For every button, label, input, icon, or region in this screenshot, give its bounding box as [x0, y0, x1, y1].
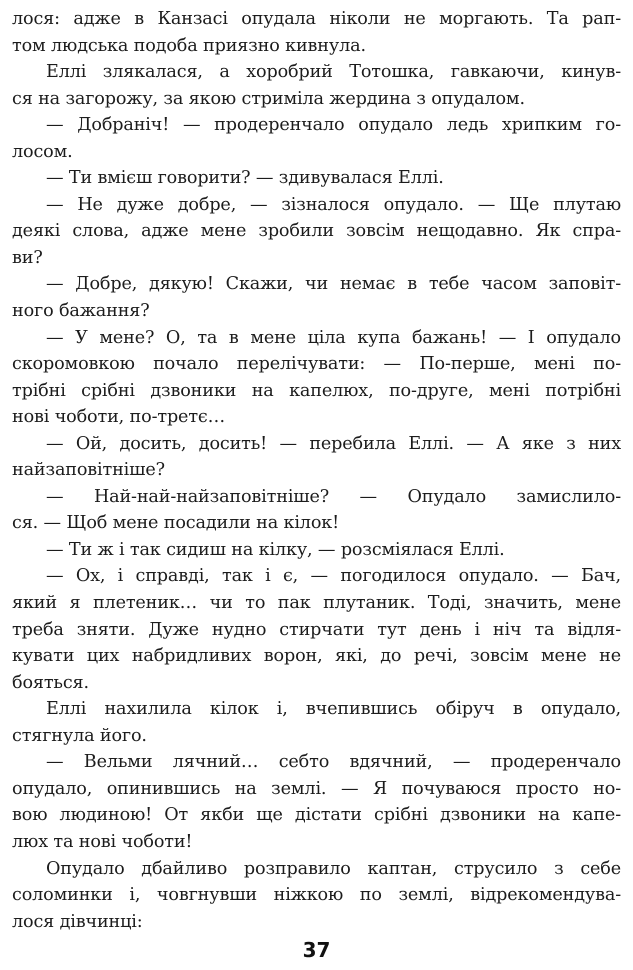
text-line: — Ох, і справді, так і є, — погодилося опудало. — Бач, [46, 566, 621, 587]
text-line: ви? [12, 247, 43, 268]
text-line: — У мене? О, та в мене ціла купа бажань! — І опудало [46, 327, 621, 348]
text-line: лосом. [12, 141, 73, 162]
text-line: вою людиною! От якби ще дістати срібні дзвоники на капе- [12, 805, 621, 826]
text-line: стягнула його. [12, 725, 147, 746]
text-line: кувати цих набридливих ворон, які, до речі, зовсім мене не [12, 646, 621, 667]
text-line: том людська подоба приязно кивнула. [12, 35, 366, 56]
text-line: Опудало дбайливо розправило каптан, струсило з себе [46, 858, 621, 879]
text-line: — Ти ж і так сидиш на кілку, — розсміялася Еллі. [46, 539, 505, 560]
page-number: 37 [302, 938, 331, 962]
text-line: — Не дуже добре, — зізналося опудало. — Ще плутаю [46, 194, 621, 215]
text-line: — Ой, досить, досить! — перебила Еллі. — А яке з них [46, 433, 621, 454]
text-line: люх та нові чоботи! [12, 831, 193, 852]
text-line: соломинки і, човгнувши ніжкою по землі, відрекомендува- [12, 885, 621, 906]
text-line: деякі слова, адже мене зробили зовсім нещодавно. Як спра- [12, 221, 621, 242]
text-line: Еллі нахилила кілок і, вчепившись обіруч в опудало, [46, 699, 621, 720]
text-line: який я плетеник… чи то пак плутаник. Тоді, значить, мене [12, 593, 621, 614]
text-line: опудало, опинившись на землі. — Я почуваюся просто но- [12, 778, 621, 799]
text-line: лося: адже в Канзасі опудала ніколи не моргають. Та рап- [12, 9, 621, 29]
text-line: нові чоботи, по-третє… [12, 407, 226, 428]
text-line: лося дівчинці: [12, 911, 143, 932]
text-line: — Най-най-найзаповітніше? — Опудало замислило- [46, 486, 621, 507]
text-line: — Ти вмієш говорити? — здивувалася Еллі. [46, 168, 444, 189]
text-line: — Добре, дякую! Скажи, чи немає в тебе часом заповіт- [46, 274, 621, 295]
text-line: ся на загорожу, за якою стриміла жердина з опудалом. [12, 88, 525, 109]
text-line: Еллі злякалася, а хоробрий Тотошка, гавкаючи, кинув- [46, 62, 621, 83]
page-text [12, 6, 621, 935]
text-line: скоромовкою почало перелічувати: — По-перше, мені по- [12, 354, 621, 375]
text-line: — Добраніч! — продеренчало опудало ледь хрипким го- [46, 115, 621, 136]
text-line: ного бажання? [12, 301, 150, 322]
text-line: бояться. [12, 672, 89, 693]
text-line: ся. — Щоб мене посадили на кілок! [12, 513, 340, 534]
text-line: найзаповітніше? [12, 460, 165, 481]
text-line: трібні срібні дзвоники на капелюх, по-друге, мені потрібні [12, 380, 621, 401]
text-line: — Вельми лячний… себто вдячний, — продеренчало [46, 752, 621, 773]
text-line: треба зняти. Дуже нудно стирчати тут день і ніч та відля- [12, 619, 621, 640]
